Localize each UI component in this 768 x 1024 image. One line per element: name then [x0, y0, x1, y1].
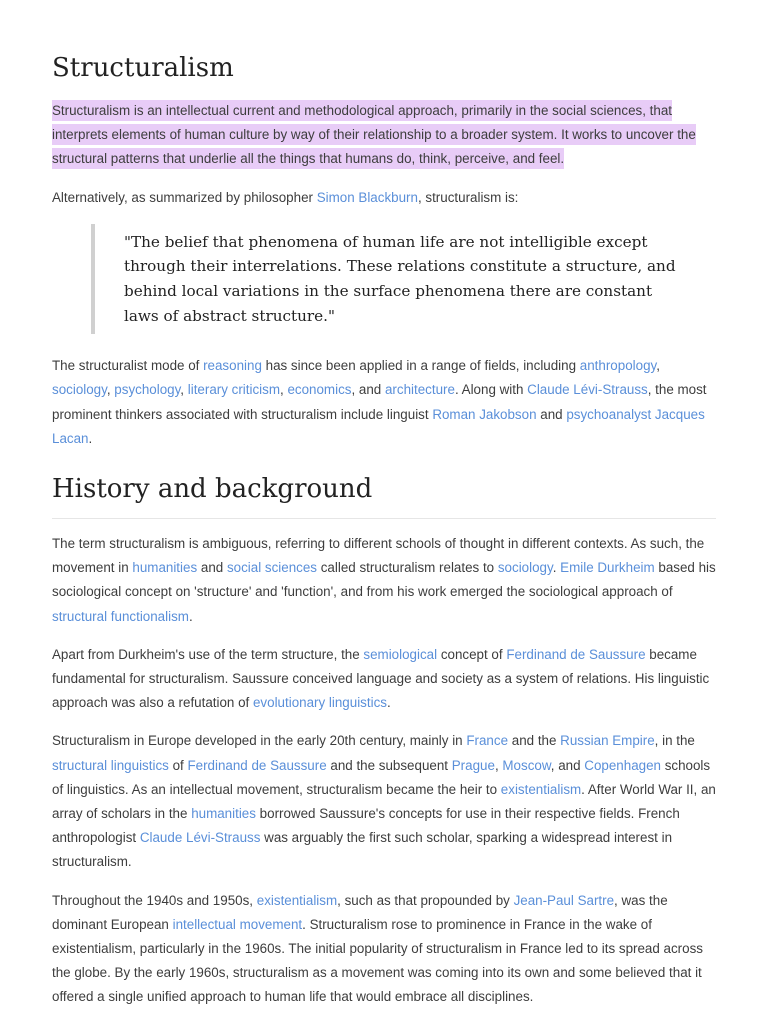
- text-span: .: [386, 695, 391, 711]
- link-structural-linguistics[interactable]: structural linguistics: [52, 757, 169, 773]
- link-claude-levi-strauss[interactable]: Claude Lévi-Strauss: [139, 830, 261, 846]
- history-paragraph-4: [52, 889, 716, 1010]
- link-humanities[interactable]: humanities: [191, 806, 256, 822]
- link-architecture[interactable]: architecture: [384, 382, 455, 398]
- text-span: and the subsequent: [326, 757, 452, 773]
- text-span: . After World War II, an array of scholars in the: [52, 781, 716, 822]
- text-span: and: [197, 560, 227, 576]
- link-intellectual-movement[interactable]: intellectual movement: [172, 916, 303, 932]
- link-psychology[interactable]: psychology: [114, 382, 181, 398]
- text-span: .: [188, 608, 193, 624]
- link-reasoning[interactable]: reasoning: [203, 358, 262, 374]
- intro-paragraph: [52, 99, 716, 172]
- link-roman-jakobson[interactable]: Roman Jakobson: [432, 406, 537, 422]
- fields-paragraph: [52, 354, 716, 451]
- text-span: , was the dominant European: [52, 892, 668, 932]
- text-span: ,: [494, 757, 503, 773]
- text-span: and: [536, 406, 567, 422]
- text-span: borrowed Saussure's concepts for use in their respective fields. French anthropologist: [52, 806, 680, 846]
- link-ferdinand-de-saussure[interactable]: Ferdinand de Saussure: [506, 646, 646, 662]
- text-span: The structuralist mode of: [52, 358, 204, 374]
- text-span: , in the: [654, 733, 695, 749]
- text-span: Throughout the 1940s and 1950s,: [52, 892, 257, 908]
- text-span: .: [88, 430, 93, 446]
- text-span: schools of linguistics. As an intellectual movement, structuralism became the heir to: [52, 757, 711, 797]
- text-span: .: [552, 560, 561, 576]
- text-span: ,: [106, 382, 115, 398]
- text-span: , structuralism is:: [417, 189, 519, 205]
- link-copenhagen[interactable]: Copenhagen: [584, 757, 661, 773]
- link-structural-functionalism[interactable]: structural functionalism: [52, 608, 189, 624]
- history-paragraph-1: [52, 532, 716, 629]
- link-emile-durkheim[interactable]: Emile Durkheim: [560, 560, 655, 576]
- text-span: became fundamental for structuralism. Saussure conceived language and society as a system of relations. His linguistic approach was also a refutation of: [52, 646, 710, 711]
- text-span: The term structuralism is ambiguous, referring to different schools of thought in different contexts. As such, the movement in: [52, 536, 705, 576]
- link-jacques-lacan[interactable]: psychoanalyst Jacques Lacan: [52, 406, 705, 446]
- text-span: Alternatively, as summarized by philosopher: [52, 189, 317, 205]
- link-simon-blackburn[interactable]: Simon Blackburn: [316, 189, 418, 205]
- history-paragraph-2: [52, 643, 716, 716]
- highlighted-intro-text[interactable]: Structuralism is an intellectual current and methodological approach, primarily in the social sciences, that interprets elements of human culture by way of their relationship to a broader system. It works to uncover the structural patterns that underlie all the things that humans do, think, perceive, and feel.: [52, 100, 696, 169]
- text-span: ,: [280, 382, 288, 398]
- text-span: , the most prominent thinkers associated with structuralism include linguist: [52, 382, 707, 422]
- text-span: , such as that propounded by: [337, 892, 514, 908]
- text-span: was arguably the first such scholar, sparking a widespread interest in structuralism.: [52, 830, 673, 870]
- text-span: ,: [180, 382, 188, 398]
- link-france[interactable]: France: [466, 733, 509, 749]
- link-literary-criticism[interactable]: literary criticism: [187, 382, 280, 398]
- link-moscow[interactable]: Moscow: [502, 757, 551, 773]
- link-semiological[interactable]: semiological: [363, 646, 438, 662]
- text-span: of: [168, 757, 188, 773]
- text-span: . Structuralism rose to prominence in France in the wake of existentialism, particularly in the 1960s. The initial popularity of structuralism in France led to its spread across the globe. By the early 1960s, structuralism as a movement was coming into its own and some believed that it offered a single unified approach to human life that would embrace all disciplines.: [52, 916, 703, 1005]
- link-existentialism[interactable]: existentialism: [256, 892, 338, 908]
- text-span: Apart from Durkheim's use of the term structure, the: [52, 646, 364, 662]
- text-span: concept of: [437, 646, 507, 662]
- link-russian-empire[interactable]: Russian Empire: [560, 733, 655, 749]
- text-span: ,: [656, 358, 660, 374]
- link-existentialism[interactable]: existentialism: [500, 781, 582, 797]
- link-social-sciences[interactable]: social sciences: [226, 560, 318, 576]
- link-jean-paul-sartre[interactable]: Jean-Paul Sartre: [513, 892, 615, 908]
- text-span: based his sociological concept on 'structure' and 'function', and from his work emerged the sociological approach of: [52, 560, 716, 600]
- text-span: called structuralism relates to: [317, 560, 498, 576]
- text-span: Structuralism in Europe developed in the early 20th century, mainly in: [52, 733, 467, 749]
- link-claude-levi-strauss[interactable]: Claude Lévi-Strauss: [527, 382, 648, 398]
- link-sociology[interactable]: sociology: [497, 560, 553, 576]
- page-title: Structuralism: [52, 53, 234, 83]
- quote-text: "The belief that phenomena of human life are not intelligible except through their interrelations. These relations constitute a structure, and behind local variations in the surface phenomena there are constant laws of abstract structure.": [124, 232, 676, 325]
- text-span: , and: [550, 757, 585, 773]
- text-span: , and: [351, 382, 385, 398]
- history-paragraph-3: [52, 729, 716, 874]
- link-anthropology[interactable]: anthropology: [579, 358, 657, 374]
- link-economics[interactable]: economics: [287, 382, 352, 398]
- link-humanities[interactable]: humanities: [132, 560, 198, 576]
- blackburn-quote: [91, 224, 716, 334]
- link-prague[interactable]: Prague: [451, 757, 495, 773]
- text-span: has since been applied in a range of fields, including: [261, 358, 580, 374]
- text-span: and the: [508, 733, 561, 749]
- section-heading-history: History and background: [52, 472, 716, 519]
- link-sociology[interactable]: sociology: [52, 382, 107, 398]
- text-span: . Along with: [454, 382, 528, 398]
- link-evolutionary-linguistics[interactable]: evolutionary linguistics: [252, 695, 387, 711]
- link-ferdinand-de-saussure[interactable]: Ferdinand de Saussure: [187, 757, 327, 773]
- alt-summary-paragraph: [52, 186, 716, 210]
